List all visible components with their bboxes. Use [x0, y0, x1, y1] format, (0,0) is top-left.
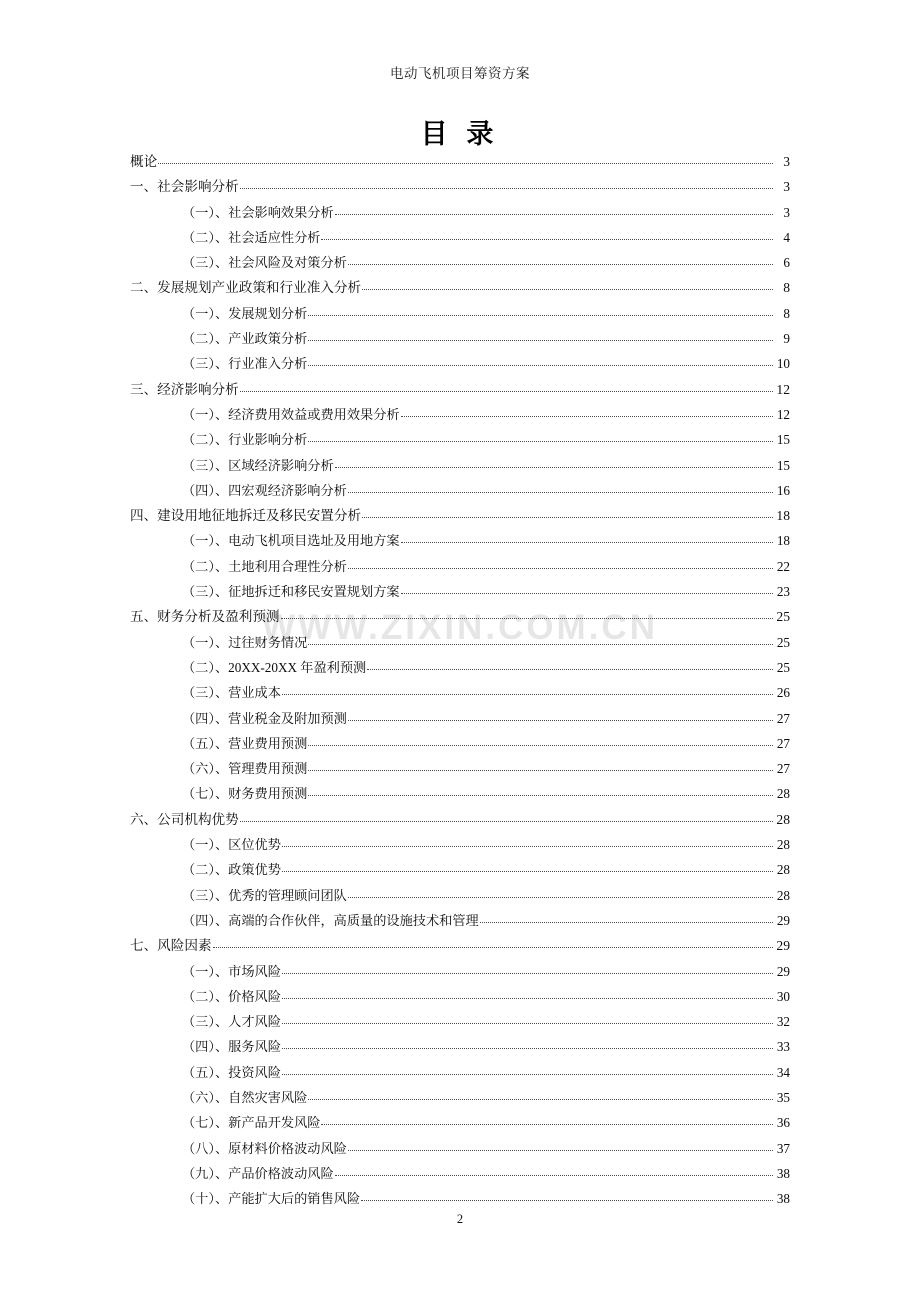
toc-entry[interactable]: [130, 256, 790, 281]
toc-leader-dots: [308, 440, 773, 442]
toc-entry-page: 16: [776, 482, 790, 498]
toc-entry-page: 8: [783, 280, 790, 296]
toc-entry-label: （八）、原材料价格波动风险: [182, 1140, 347, 1156]
toc-entry[interactable]: [130, 332, 790, 357]
toc-entry[interactable]: [130, 534, 790, 559]
toc-entry-label: （九）、产品价格波动风险: [182, 1165, 334, 1181]
toc-entry[interactable]: [130, 889, 790, 914]
toc-entry[interactable]: [130, 155, 790, 180]
toc-entry-page: 37: [776, 1140, 790, 1156]
toc-entry-page: 38: [776, 1165, 790, 1181]
toc-entry-label: （六）、自然灾害风险: [182, 1089, 308, 1105]
toc-entry-label: 三、经济影响分析: [130, 381, 239, 397]
toc-entry-label: （三）、营业成本: [182, 685, 281, 701]
toc-entry[interactable]: [130, 1167, 790, 1192]
toc-leader-dots: [401, 592, 773, 594]
toc-entry-label: （三）、社会风险及对策分析: [182, 255, 347, 271]
toc-entry-page: 10: [776, 356, 790, 372]
toc-entry[interactable]: [130, 712, 790, 737]
toc-entry-label: （二）、土地利用合理性分析: [182, 558, 347, 574]
toc-entry-label: （七）、财务费用预测: [182, 786, 308, 802]
toc-entry[interactable]: [130, 383, 790, 408]
toc-entry-label: （十）、产能扩大后的销售风险: [182, 1191, 361, 1207]
toc-leader-dots: [362, 288, 773, 290]
toc-entry-label: （四）、服务风险: [182, 1039, 281, 1055]
toc-entry[interactable]: [130, 787, 790, 812]
toc-entry-page: 27: [776, 735, 790, 751]
toc-entry-page: 25: [776, 659, 790, 675]
toc-entry-page: 18: [776, 508, 790, 524]
toc-entry-label: （三）、征地拆迁和移民安置规划方案: [182, 584, 400, 600]
toc-leader-dots: [213, 946, 773, 948]
toc-entry-page: 38: [776, 1191, 790, 1207]
toc-entry[interactable]: [130, 1142, 790, 1167]
toc-entry-label: 概论: [130, 154, 158, 169]
toc-entry-label: 四、建设用地征地拆迁及移民安置分析: [130, 508, 362, 524]
toc-entry-label: （一）、电动飞机项目选址及用地方案: [182, 533, 400, 549]
toc-entry-label: （二）、价格风险: [182, 988, 281, 1004]
toc-entry-page: 32: [776, 1014, 790, 1030]
toc-leader-dots: [321, 1123, 773, 1125]
toc-entry-page: 29: [776, 938, 790, 954]
toc-entry-label: （三）、优秀的管理顾问团队: [182, 887, 347, 903]
toc-leader-dots: [335, 466, 773, 468]
toc-entry-page: 29: [776, 963, 790, 979]
toc-entry[interactable]: [130, 965, 790, 990]
toc-leader-dots: [361, 1199, 773, 1201]
toc-entry-page: 28: [776, 786, 790, 802]
table-of-contents: [130, 155, 790, 1217]
toc-leader-dots: [282, 997, 773, 999]
toc-entry-page: 3: [783, 154, 790, 169]
toc-leader-dots: [282, 845, 773, 847]
toc-leader-dots: [308, 1098, 773, 1100]
toc-entry-page: 6: [783, 255, 790, 271]
toc-entry-label: （四）、高端的合作伙伴，高质量的设施技术和管理: [182, 912, 479, 928]
toc-entry-page: 36: [776, 1115, 790, 1131]
toc-entry-label: （六）、管理费用预测: [182, 761, 308, 777]
toc-leader-dots: [282, 972, 773, 974]
toc-entry-label: 二、发展规划产业政策和行业准入分析: [130, 280, 362, 296]
toc-leader-dots: [240, 187, 773, 189]
toc-entry[interactable]: [130, 939, 790, 964]
toc-leader-dots: [282, 870, 773, 872]
toc-entry[interactable]: [130, 585, 790, 610]
toc-entry[interactable]: [130, 459, 790, 484]
toc-leader-dots: [321, 238, 773, 240]
toc-entry-label: （四）、营业税金及附加预测: [182, 710, 347, 726]
toc-entry[interactable]: [130, 357, 790, 382]
toc-entry[interactable]: [130, 737, 790, 762]
toc-entry-label: （二）、政策优势: [182, 862, 281, 878]
toc-entry[interactable]: [130, 307, 790, 332]
toc-leader-dots: [282, 1073, 773, 1075]
toc-entry-page: 27: [776, 761, 790, 777]
toc-leader-dots: [282, 693, 773, 695]
toc-entry-label: （一）、过往财务情况: [182, 634, 308, 650]
toc-entry[interactable]: [130, 762, 790, 787]
toc-entry-page: 28: [776, 811, 790, 827]
toc-entry-page: 29: [776, 912, 790, 928]
toc-leader-dots: [348, 491, 773, 493]
toc-leader-dots: [308, 364, 773, 366]
toc-entry-page: 27: [776, 710, 790, 726]
page-title: 目 录: [420, 119, 500, 149]
toc-entry-label: （五）、投资风险: [182, 1064, 281, 1080]
toc-leader-dots: [367, 668, 773, 670]
toc-leader-dots: [240, 390, 773, 392]
toc-entry-page: 4: [783, 229, 790, 245]
toc-entry-page: 25: [776, 634, 790, 650]
toc-entry-label: （一）、社会影响效果分析: [182, 204, 334, 220]
toc-leader-dots: [308, 769, 773, 771]
toc-entry[interactable]: [130, 1015, 790, 1040]
toc-entry[interactable]: [130, 1066, 790, 1091]
toc-entry-label: （三）、人才风险: [182, 1014, 281, 1030]
toc-entry-page: 22: [776, 558, 790, 574]
toc-entry-page: 3: [783, 179, 790, 195]
toc-entry[interactable]: [130, 281, 790, 306]
toc-entry[interactable]: [130, 560, 790, 585]
toc-entry-page: 28: [776, 887, 790, 903]
toc-entry[interactable]: [130, 1116, 790, 1141]
toc-leader-dots: [308, 314, 773, 316]
toc-leader-dots: [348, 719, 773, 721]
toc-leader-dots: [401, 541, 773, 543]
toc-entry[interactable]: [130, 813, 790, 838]
toc-entry-label: （一）、区位优势: [182, 837, 281, 853]
footer-page-number: 2: [456, 1212, 464, 1226]
toc-entry-label: 五、财务分析及盈利预测: [130, 609, 280, 625]
toc-entry[interactable]: [130, 180, 790, 205]
toc-entry-label: （二）、20XX-20XX 年盈利预测: [182, 659, 367, 675]
toc-entry-page: 28: [776, 862, 790, 878]
toc-entry-label: （一）、经济费用效益或费用效果分析: [182, 406, 400, 422]
toc-leader-dots: [335, 1174, 773, 1176]
toc-leader-dots: [348, 1149, 773, 1151]
toc-leader-dots: [240, 820, 773, 822]
toc-entry[interactable]: [130, 636, 790, 661]
toc-leader-dots: [348, 896, 773, 898]
toc-entry-label: （二）、社会适应性分析: [182, 229, 321, 245]
toc-entry-page: 23: [776, 584, 790, 600]
toc-leader-dots: [362, 516, 773, 518]
toc-entry[interactable]: [130, 838, 790, 863]
toc-entry-label: （二）、行业影响分析: [182, 432, 308, 448]
toc-leader-dots: [282, 1022, 773, 1024]
toc-entry-page: 15: [776, 432, 790, 448]
toc-entry[interactable]: [130, 914, 790, 939]
watermark: WWW.ZIXIN.COM.CN: [261, 608, 658, 647]
toc-entry-label: （一）、发展规划分析: [182, 305, 308, 321]
toc-entry-label: （二）、产业政策分析: [182, 331, 308, 347]
toc-entry-page: 8: [783, 305, 790, 321]
toc-entry[interactable]: [130, 661, 790, 686]
toc-entry-label: （四）、四宏观经济影响分析: [182, 482, 347, 498]
running-header: 电动飞机项目筹资方案: [390, 66, 530, 81]
toc-entry-page: 12: [776, 381, 790, 397]
toc-leader-dots: [281, 617, 773, 619]
toc-entry[interactable]: [130, 231, 790, 256]
toc-entry[interactable]: [130, 408, 790, 433]
toc-entry[interactable]: [130, 433, 790, 458]
toc-entry-page: 33: [776, 1039, 790, 1055]
toc-entry-page: 35: [776, 1089, 790, 1105]
toc-leader-dots: [335, 213, 773, 215]
toc-entry-label: 七、风险因素: [130, 938, 212, 954]
toc-entry[interactable]: [130, 610, 790, 635]
toc-entry[interactable]: [130, 484, 790, 509]
toc-leader-dots: [348, 567, 773, 569]
toc-entry-label: 一、社会影响分析: [130, 179, 239, 195]
toc-leader-dots: [308, 339, 773, 341]
toc-entry-page: 25: [776, 609, 790, 625]
toc-leader-dots: [401, 415, 773, 417]
toc-leader-dots: [308, 794, 773, 796]
toc-entry-label: （三）、区域经济影响分析: [182, 457, 334, 473]
toc-entry[interactable]: [130, 509, 790, 534]
toc-entry[interactable]: [130, 1091, 790, 1116]
toc-leader-dots: [348, 263, 773, 265]
toc-entry-label: （七）、新产品开发风险: [182, 1115, 321, 1131]
toc-leader-dots: [308, 643, 773, 645]
toc-entry-label: （一）、市场风险: [182, 963, 281, 979]
toc-leader-dots: [282, 1047, 773, 1049]
toc-entry-page: 12: [776, 406, 790, 422]
toc-entry-page: 9: [783, 331, 790, 347]
toc-entry[interactable]: [130, 863, 790, 888]
toc-entry-page: 18: [776, 533, 790, 549]
toc-entry-page: 3: [783, 204, 790, 220]
toc-leader-dots: [480, 921, 773, 923]
toc-leader-dots: [158, 162, 773, 164]
toc-entry[interactable]: [130, 206, 790, 231]
toc-entry[interactable]: [130, 1040, 790, 1065]
toc-entry-page: 26: [776, 685, 790, 701]
toc-entry-page: 30: [776, 988, 790, 1004]
toc-entry[interactable]: [130, 990, 790, 1015]
toc-entry-page: 15: [776, 457, 790, 473]
toc-leader-dots: [308, 744, 773, 746]
toc-entry-label: 六、公司机构优势: [130, 811, 239, 827]
toc-entry-label: （三）、行业准入分析: [182, 356, 308, 372]
toc-entry-page: 28: [776, 837, 790, 853]
toc-entry[interactable]: [130, 686, 790, 711]
toc-entry-label: （五）、营业费用预测: [182, 735, 308, 751]
toc-entry-page: 34: [776, 1064, 790, 1080]
